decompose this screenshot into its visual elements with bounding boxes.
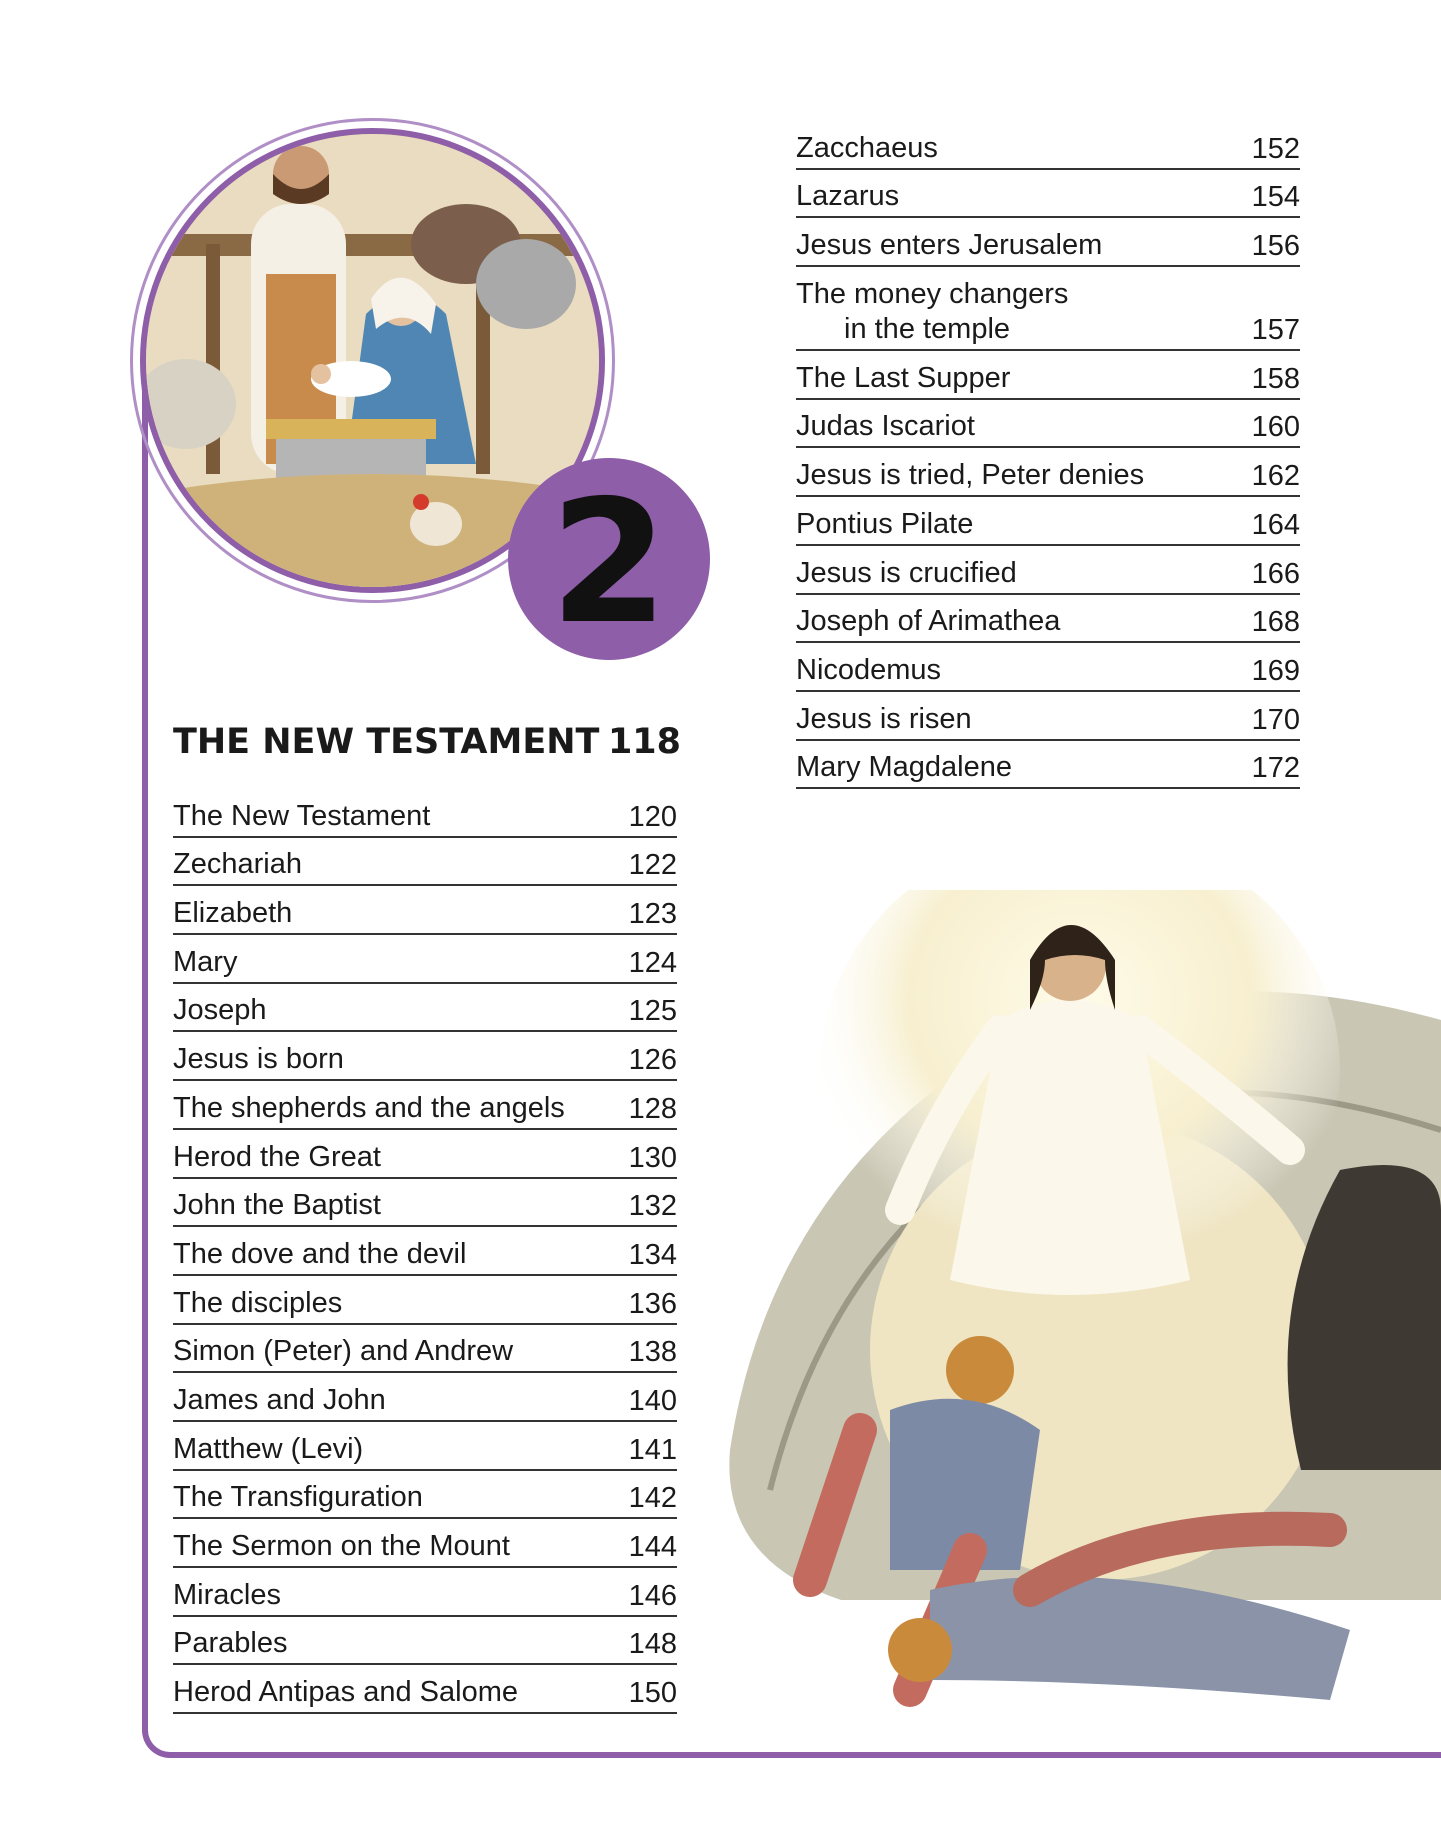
entry-title: Lazarus [796, 180, 900, 213]
contents-left-entry [173, 1081, 677, 1130]
contents-left-entry [173, 1227, 677, 1276]
entry-title: Pontius Pilate [796, 507, 974, 540]
entry-page-number: 170 [1251, 703, 1300, 736]
entry-page-number: 128 [628, 1092, 677, 1125]
contents-left-entry [173, 1276, 677, 1325]
entry-page-number: 123 [628, 898, 677, 931]
entry-page-number: 160 [1251, 411, 1300, 444]
contents-right-entry [796, 267, 1300, 351]
contents-left-entry [173, 984, 677, 1033]
entry-page-number: 138 [628, 1336, 677, 1369]
entry-title: The dove and the devil [173, 1237, 467, 1270]
entry-title: Joseph [173, 994, 267, 1027]
contents-list-right [796, 121, 1300, 789]
entry-title: Parables [173, 1627, 288, 1660]
entry-page-number: 152 [1251, 132, 1300, 165]
entry-title: The shepherds and the angels [173, 1091, 565, 1124]
entry-page-number: 166 [1251, 557, 1300, 590]
entry-page-number: 141 [628, 1433, 677, 1466]
contents-right-entry [796, 595, 1300, 644]
entry-page-number: 148 [628, 1628, 677, 1661]
contents-left-entry [173, 789, 677, 838]
contents-left-entry [173, 1032, 677, 1081]
entry-title: Herod the Great [173, 1140, 381, 1173]
contents-left-entry [173, 1373, 677, 1422]
entry-title: Jesus is tried, Peter denies [796, 459, 1145, 492]
entry-page-number: 172 [1251, 752, 1300, 785]
entry-page-number: 157 [1251, 314, 1300, 347]
contents-left-entry [173, 1519, 677, 1568]
contents-right-entry [796, 170, 1300, 219]
entry-title: Zechariah [173, 848, 302, 881]
contents-right-entry [796, 400, 1300, 449]
entry-page-number: 158 [1251, 362, 1300, 395]
entry-title: Jesus is born [173, 1043, 344, 1076]
entry-page-number: 124 [628, 946, 677, 979]
contents-right-entry [796, 692, 1300, 741]
contents-list-left [173, 789, 677, 1714]
entry-page-number: 169 [1251, 654, 1300, 687]
entry-title: Elizabeth [173, 897, 293, 930]
entry-page-number: 136 [628, 1287, 677, 1320]
contents-left-entry [173, 1665, 677, 1714]
contents-left-entry [173, 935, 677, 984]
entry-title: Judas Iscariot [796, 410, 975, 443]
entry-title: Miracles [173, 1578, 281, 1611]
contents-right-entry [796, 546, 1300, 595]
contents-left-entry [173, 1325, 677, 1374]
entry-title: Nicodemus [796, 653, 942, 686]
entry-title: The New Testament [173, 799, 431, 832]
entry-title-line: The money changers [796, 278, 1069, 311]
entry-page-number: 142 [628, 1482, 677, 1515]
entry-page-number: 130 [628, 1141, 677, 1174]
entry-title: Mary Magdalene [796, 751, 1012, 784]
chapter-badge [508, 458, 710, 660]
contents-right-entry [796, 351, 1300, 400]
entry-page-number: 162 [1251, 460, 1300, 493]
contents-left-entry [173, 886, 677, 935]
contents-left-entry [173, 838, 677, 887]
chapter-number: 2 [549, 464, 669, 662]
entry-title-continuation: in the temple [844, 313, 1011, 346]
entry-title: Jesus is crucified [796, 556, 1017, 589]
contents-right-entry [796, 497, 1300, 546]
contents-left-entry [173, 1422, 677, 1471]
entry-page-number: 122 [628, 849, 677, 882]
contents-left-entry [173, 1130, 677, 1179]
contents-right-entry [796, 448, 1300, 497]
entry-title: Zacchaeus [796, 131, 938, 164]
contents-left-entry [173, 1179, 677, 1228]
section-heading [173, 714, 681, 770]
contents-left-entry [173, 1568, 677, 1617]
entry-title: James and John [173, 1383, 386, 1416]
entry-title [796, 277, 1068, 347]
entry-page-number: 120 [628, 800, 677, 833]
entry-title: The Sermon on the Mount [173, 1530, 510, 1562]
entry-title: Joseph of Arimathea [796, 605, 1061, 638]
entry-page-number: 144 [628, 1531, 677, 1563]
entry-page-number: 125 [628, 995, 677, 1028]
contents-left-entry [173, 1471, 677, 1520]
contents-right-entry [796, 643, 1300, 692]
section-title: THE NEW TESTAMENT [173, 722, 600, 762]
entry-title: Matthew (Levi) [173, 1432, 364, 1465]
entry-title: Simon (Peter) and Andrew [173, 1335, 514, 1368]
entry-page-number: 146 [628, 1579, 677, 1612]
entry-page-number: 132 [628, 1190, 677, 1223]
angel-tomb-illustration [700, 890, 1441, 1770]
entry-title: The disciples [173, 1286, 343, 1319]
entry-title: Jesus is risen [796, 702, 972, 735]
entry-title: The Transfiguration [173, 1481, 423, 1514]
angel-tomb-art [700, 890, 1441, 1770]
entry-page-number: 134 [628, 1238, 677, 1271]
entry-page-number: 150 [628, 1677, 677, 1710]
entry-page-number: 168 [1251, 606, 1300, 639]
entry-title: John the Baptist [173, 1189, 381, 1222]
entry-title: Jesus enters Jerusalem [796, 229, 1103, 262]
contents-right-entry [796, 218, 1300, 267]
contents-left-entry [173, 1617, 677, 1666]
entry-page-number: 140 [628, 1384, 677, 1417]
entry-page-number: 154 [1251, 181, 1300, 214]
entry-title: Herod Antipas and Salome [173, 1676, 518, 1709]
contents-right-entry [796, 741, 1300, 790]
entry-page-number: 164 [1251, 508, 1300, 541]
entry-title: The Last Supper [796, 361, 1011, 394]
entry-title: Mary [173, 945, 238, 978]
entry-page-number: 126 [628, 1044, 677, 1077]
contents-right-entry [796, 121, 1300, 170]
entry-page-number: 156 [1251, 230, 1300, 263]
section-page: 118 [607, 722, 681, 762]
